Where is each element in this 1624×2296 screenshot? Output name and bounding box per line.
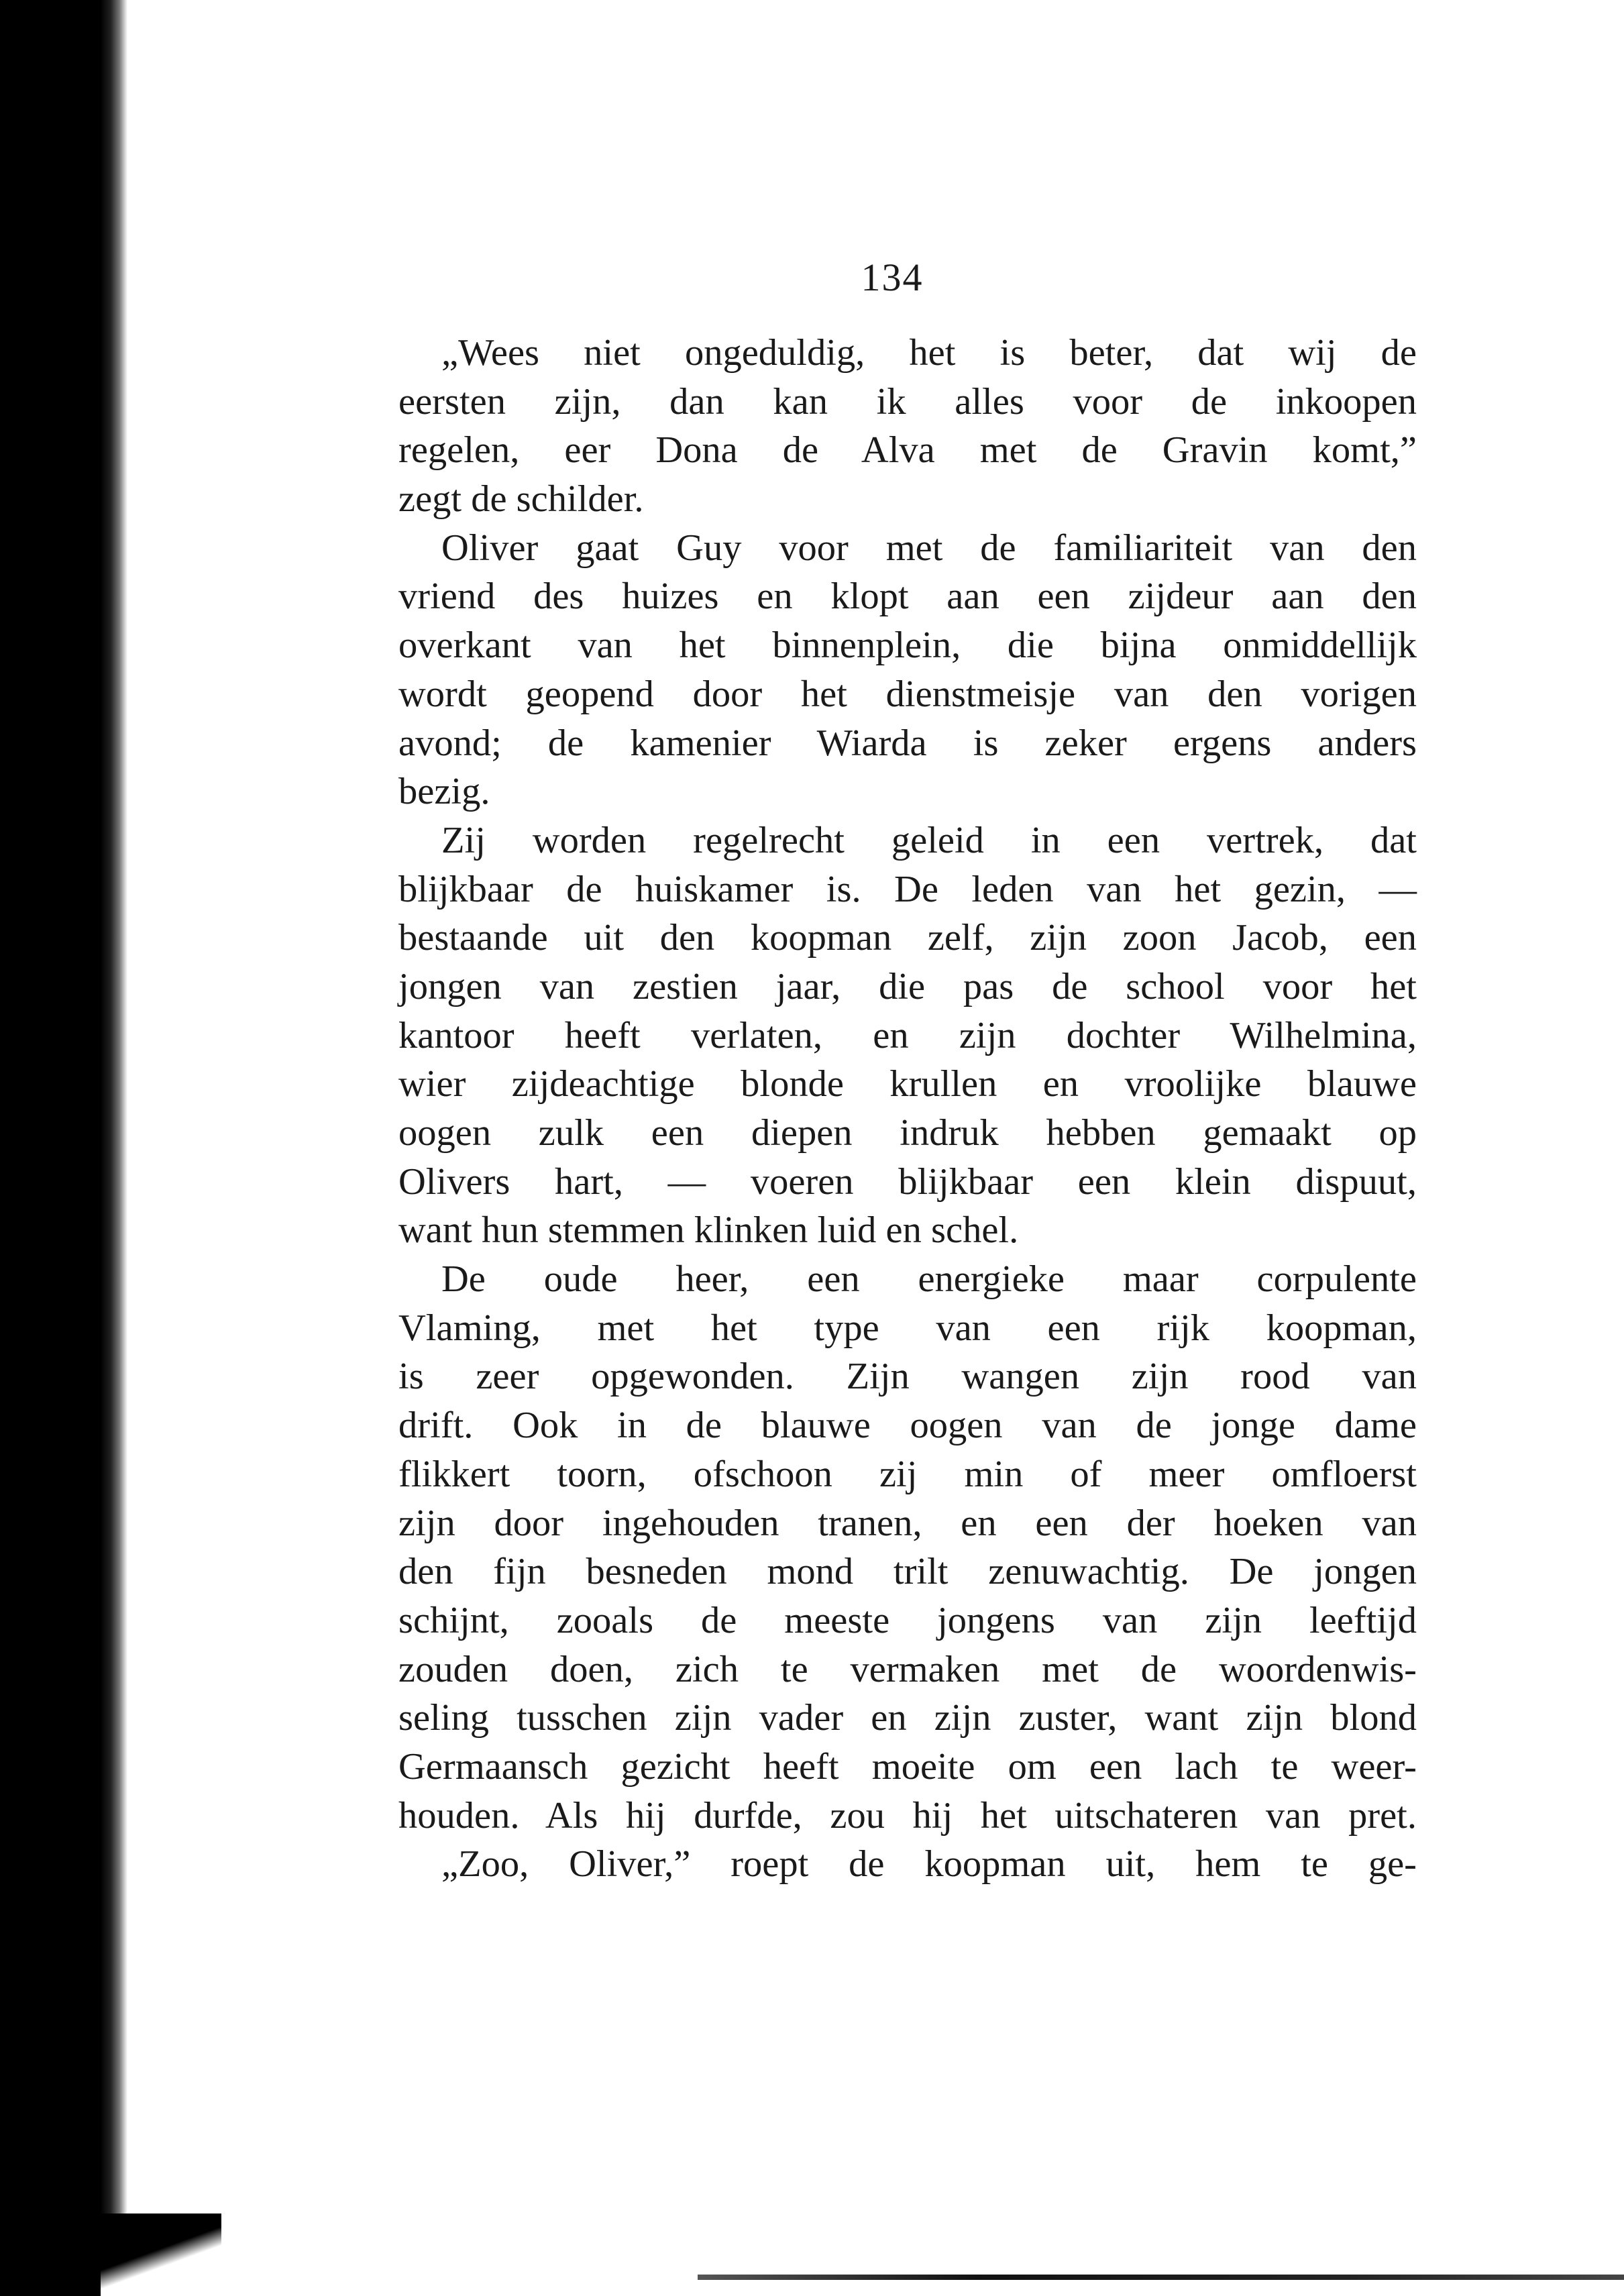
text-line: zijn door ingehouden tranen, en een der hoeken van <box>398 1502 1417 1544</box>
text-line: avond; de kamenier Wiarda is zeker ergens anders <box>398 722 1417 764</box>
text-line: Oliver gaat Guy voor met de familiariteit van den <box>441 527 1417 569</box>
text-line: „Wees niet ongeduldig, het is beter, dat wij de <box>441 332 1417 374</box>
text-line: flikkert toorn, ofschoon zij min of meer omfloerst <box>398 1453 1417 1495</box>
text-line: wier zijdeachtige blonde krullen en vroolijke blauwe <box>398 1063 1417 1105</box>
paragraph <box>398 816 1417 1255</box>
body-text <box>398 329 1417 1889</box>
paragraph <box>398 524 1417 816</box>
text-line: kantoor heeft verlaten, en zijn dochter Wilhelmina, <box>398 1014 1417 1056</box>
text-line: schijnt, zooals de meeste jongens van zijn leeftijd <box>398 1599 1417 1641</box>
text-line: De oude heer, een energieke maar corpulente <box>441 1258 1417 1301</box>
text-line: oogen zulk een diepen indruk hebben gemaakt op <box>398 1112 1417 1154</box>
text-line: „Zoo, Oliver,” roept de koopman uit, hem te ge- <box>441 1843 1417 1885</box>
text-line: eersten zijn, dan kan ik alles voor de inkoopen <box>398 380 1417 423</box>
text-line: vriend des huizes en klopt aan een zijdeur aan den <box>398 576 1417 618</box>
scan-bottom-edge <box>698 2275 1624 2280</box>
paragraph <box>398 1840 1417 1889</box>
text-line: drift. Ook in de blauwe oogen van de jonge dame <box>398 1405 1417 1447</box>
text-line: regelen, eer Dona de Alva met de Gravin komt,” <box>398 429 1417 472</box>
text-line: houden. Als hij durfde, zou hij het uitschateren van pret. <box>398 1794 1417 1837</box>
text-line: den fijn besneden mond trilt zenuwachtig. De jongen <box>398 1551 1417 1593</box>
text-line: wordt geopend door het dienstmeisje van den vorigen <box>398 673 1417 715</box>
text-line: Vlaming, met het type van een rijk koopman, <box>398 1307 1417 1349</box>
text-line: zouden doen, zich te vermaken met de woordenwis- <box>398 1648 1417 1690</box>
text-line: overkant van het binnenplein, die bijna onmiddellijk <box>398 624 1417 667</box>
paragraph <box>398 329 1417 524</box>
text-line: zegt de schilder. <box>398 478 644 521</box>
scan-spine-foot <box>101 2213 221 2296</box>
text-line: jongen van zestien jaar, die pas de school voor het <box>398 965 1417 1007</box>
text-line: blijkbaar de huiskamer is. De leden van het gezin, — <box>398 868 1417 910</box>
text-line: Germaansch gezicht heeft moeite om een lach te weer- <box>398 1745 1417 1788</box>
text-line: bezig. <box>398 771 490 813</box>
page-number: 134 <box>861 256 924 299</box>
text-line: Olivers hart, — voeren blijkbaar een klein dispuut, <box>398 1160 1417 1203</box>
paragraph <box>398 1255 1417 1840</box>
scan-spine-shadow <box>0 0 127 2296</box>
text-line: Zij worden regelrecht geleid in een vertrek, dat <box>441 819 1417 861</box>
text-line: bestaande uit den koopman zelf, zijn zoon Jacob, een <box>398 917 1417 959</box>
text-line: want hun stemmen klinken luid en schel. <box>398 1209 1019 1252</box>
text-line: is zeer opgewonden. Zijn wangen zijn rood van <box>398 1356 1417 1398</box>
text-line: seling tusschen zijn vader en zijn zuster, want zijn blond <box>398 1697 1417 1739</box>
